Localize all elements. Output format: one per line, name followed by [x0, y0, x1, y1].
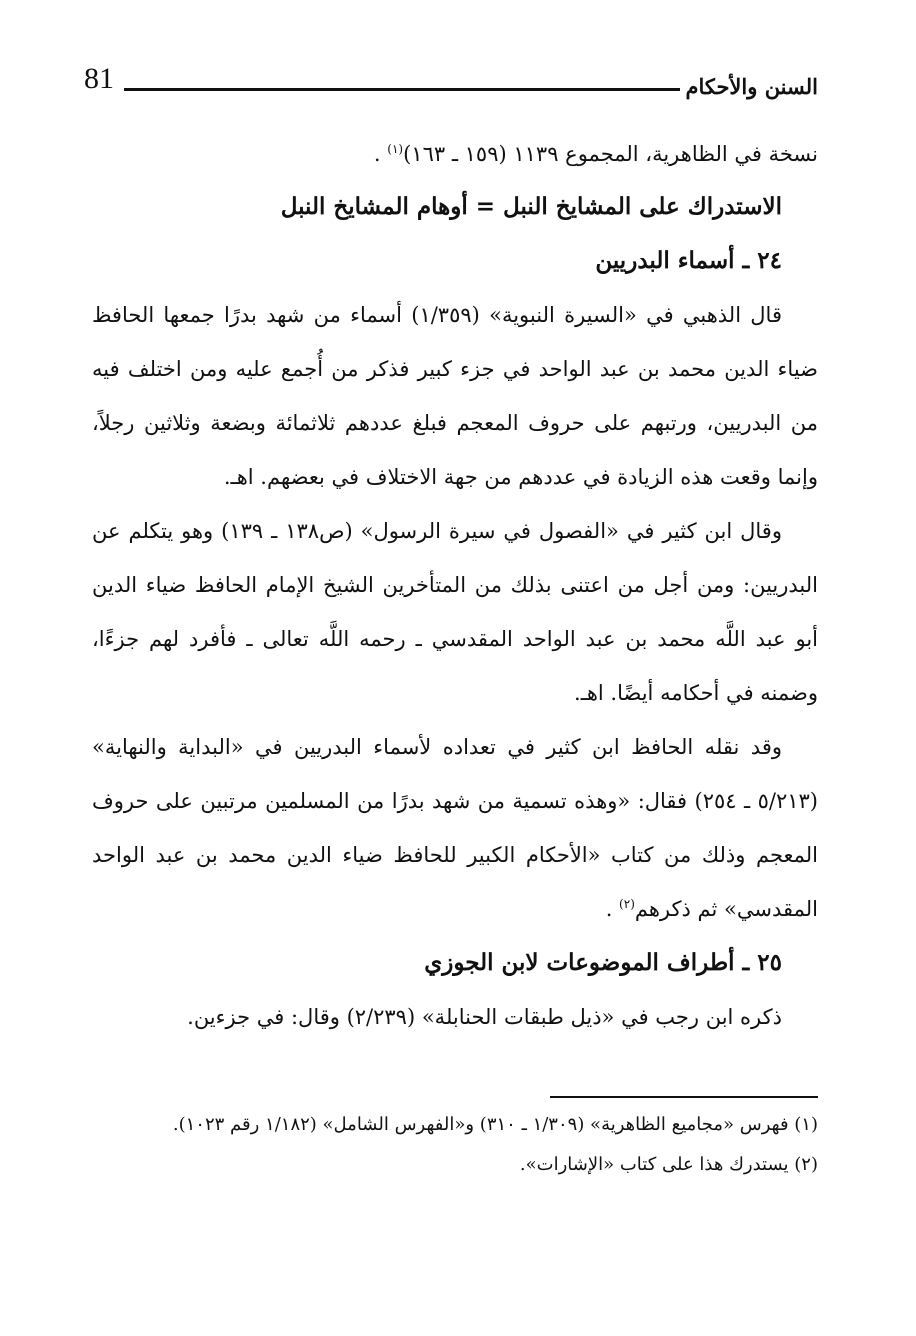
- paragraph-bidaya: [92, 720, 818, 936]
- page-number: 81: [84, 62, 114, 95]
- paragraph-dhahabi: [92, 288, 818, 504]
- paragraph-ibn-rajab-text: ذكره ابن رجب في «ذيل طبقات الحنابلة» (٢/٢٣٩) وقال: في جزءين.: [187, 1005, 782, 1029]
- header-rule: [124, 88, 680, 91]
- intro-text: نسخة في الظاهرية، المجموع ١١٣٩ (١٥٩ ـ ١٦٣): [403, 142, 818, 166]
- footnote-2: (٢) يستدرك هذا على كتاب «الإشارات».: [519, 1154, 818, 1175]
- section-heading-24: ٢٤ ـ أسماء البدريين: [595, 247, 782, 274]
- page-header: [84, 60, 818, 108]
- paragraph-ibn-rajab: [92, 990, 818, 1044]
- page-body: [92, 128, 818, 1044]
- section-heading-25: ٢٥ ـ أطراف الموضوعات لابن الجوزي: [424, 949, 782, 976]
- footnote-ref-1: (١): [387, 142, 404, 156]
- paragraph-bidaya-text: وقد نقله الحافظ ابن كثير في تعداده لأسماء البدريين في «البداية والنهاية» (٥/٢١٣ ـ ٢٥٤) فقال: «وهذه تسمية من شهد بدرًا من المسلمين مرتبين على حروف المعجم وذلك من كتاب «الأحكام الكبير للحافظ ضياء الدين محمد بن عبد الواحد المقدسي» ثم ذكرهم: [92, 735, 818, 921]
- paragraph-ibn-kathir-fusul: [92, 504, 818, 720]
- footnote-ref-2: (٢): [619, 897, 635, 911]
- paragraph-bidaya-tail: .: [605, 897, 620, 921]
- running-title: السنن والأحكام: [685, 74, 818, 99]
- footnote-1: (١) فهرس «مجاميع الظاهرية» (١/٣٠٩ ـ ٣١٠) و«الفهرس الشامل» (١/١٨٢ رقم ١٠٢٣).: [172, 1114, 818, 1135]
- intro-line: [92, 128, 818, 180]
- footnotes: [84, 1110, 818, 1190]
- paragraph-ibn-kathir-fusul-text: وقال ابن كثير في «الفصول في سيرة الرسول» (ص١٣٨ ـ ١٣٩) وهو يتكلم عن البدريين: ومن أجل من اعتنى بذلك من المتأخرين الشيخ الإمام الحافظ ضياء الدين أبو عبد اللَّه محمد بن عبد الواحد المقدسي ـ رحمه اللَّه تعالى ـ فأفرد لهم جزءًا، وضمنه في أحكامه أيضًا. اهـ.: [92, 519, 818, 705]
- paragraph-dhahabi-text: قال الذهبي في «السيرة النبوية» (١/٣٥٩) أسماء من شهد بدرًا جمعها الحافظ ضياء الدين محمد بن عبد الواحد في جزء كبير فذكر من أُجمع عليه ومن اختلف فيه من البدريين، ورتبهم على حروف المعجم فبلغ عددهم ثلاثمائة وبضعة وثلاثين رجلاً، وإنما وقعت هذه الزيادة في عددهم من جهة الاختلاف في بعضهم. اهـ.: [92, 303, 819, 489]
- intro-tail: .: [373, 142, 388, 166]
- footnote-separator: [550, 1096, 818, 1098]
- section-heading-istidrak: الاستدراك على المشايخ النبل = أوهام المشايخ النبل: [280, 193, 782, 220]
